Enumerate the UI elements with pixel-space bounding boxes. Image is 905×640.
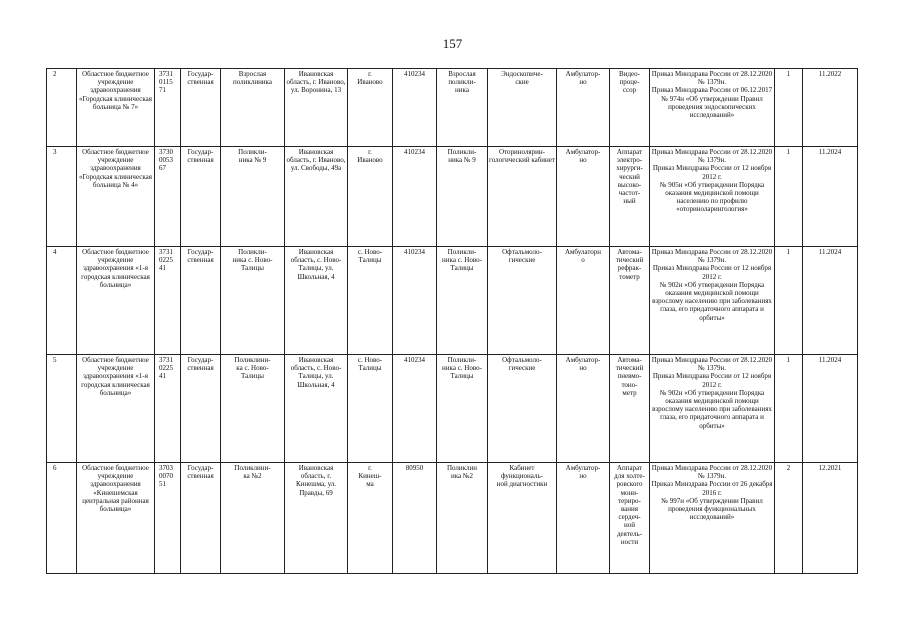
row-number: 4 <box>47 247 77 355</box>
care-mode: Амбулатор- но <box>557 463 610 574</box>
regulation: Приказ Минздрава России от 28.12.2020 № 1379н. Приказ Минздрава России от 26 декабря 2016 г. № 997н «Об утверждении Правил проведения функциональных исследований» <box>650 463 775 574</box>
delivery-date: 11.2024 <box>803 147 858 247</box>
locality-code: 80950 <box>393 463 437 574</box>
unit-name: Поликлини- ка №2 <box>221 463 285 574</box>
equipment: Аппарат для холте- ровского мони- териро- вания сердеч- ной деятель- ности <box>610 463 650 574</box>
unit-name: Поликлини- ка с. Ново- Талицы <box>221 355 285 463</box>
org-code: 3731 0225 41 <box>155 247 181 355</box>
ownership-form: Государ- ственная <box>181 69 221 147</box>
cabinet: Офтальмоло- гические <box>488 247 557 355</box>
cabinet: Оторинолярин- гологический кабинет <box>488 147 557 247</box>
delivery-date: 11.2024 <box>803 355 858 463</box>
unit-name: Взрослая поликлиника <box>221 69 285 147</box>
page-number: 157 <box>442 36 463 51</box>
delivery-date: 11.2024 <box>803 247 858 355</box>
department: Взрослая поликли- ника <box>437 69 488 147</box>
department: Поликли- ника с. Ново- Талицы <box>437 355 488 463</box>
equipment: Аппарат электро- хирурги- ческий высоко- частот- ный <box>610 147 650 247</box>
locality: с. Ново- Талицы <box>348 355 393 463</box>
table-row <box>47 247 858 355</box>
quantity: 1 <box>775 247 803 355</box>
table-row <box>47 147 858 247</box>
address: Ивановская область, г. Иваново, ул. Воронина, 13 <box>285 69 348 147</box>
cabinet: Офтальмоло- гические <box>488 355 557 463</box>
locality: г. Иваново <box>348 69 393 147</box>
care-mode: Амбулаторн о <box>557 247 610 355</box>
address: Ивановская область, г. Иваново, ул. Свободы, 49а <box>285 147 348 247</box>
locality-code: 410234 <box>393 147 437 247</box>
equipment: Видео- проце- ссор <box>610 69 650 147</box>
delivery-date: 11.2022 <box>803 69 858 147</box>
row-number: 3 <box>47 147 77 247</box>
equipment: Автома- тический рефрак- тометр <box>610 247 650 355</box>
organization: Областное бюджетное учреждение здравоохранения «Городская клиническая больница № 7» <box>77 69 155 147</box>
organization: Областное бюджетное учреждение здравоохранения «Кинешемская центральная районная больница» <box>77 463 155 574</box>
locality: г. Кинеш- ма <box>348 463 393 574</box>
org-code: 3731 0115 71 <box>155 69 181 147</box>
ownership-form: Государ- ственная <box>181 463 221 574</box>
table-row <box>47 355 858 463</box>
org-code: 3731 0225 41 <box>155 355 181 463</box>
locality-code: 410234 <box>393 247 437 355</box>
locality: с. Ново- Талицы <box>348 247 393 355</box>
cabinet: Кабинет функциональ- ной диагностики <box>488 463 557 574</box>
org-code: 3730 0053 67 <box>155 147 181 247</box>
regulation: Приказ Минздрава России от 28.12.2020 № 1379н. Приказ Минздрава России от 12 ноября 2012 г. № 902н «Об утверждении Порядка оказания медицинской помощи взрослому населению при заболеваниях глаза, его придаточного аппарата и орбиты» <box>650 355 775 463</box>
organization: Областное бюджетное учреждение здравоохранения «1-я городская клиническая больница» <box>77 247 155 355</box>
care-mode: Амбулатор- но <box>557 147 610 247</box>
row-number: 6 <box>47 463 77 574</box>
row-number: 2 <box>47 69 77 147</box>
unit-name: Поликли- ника № 9 <box>221 147 285 247</box>
equipment-table <box>46 68 858 574</box>
address: Ивановская область, с. Ново- Талицы, ул. Школьная, 4 <box>285 247 348 355</box>
regulation: Приказ Минздрава России от 28.12.2020 № 1379н. Приказ Минздрава России от 06.12.2017 № 974н «Об утверждении Правил проведения эндоскопических исследований» <box>650 69 775 147</box>
cabinet: Эндоскопиче- ские <box>488 69 557 147</box>
ownership-form: Государ- ственная <box>181 147 221 247</box>
quantity: 1 <box>775 69 803 147</box>
quantity: 2 <box>775 463 803 574</box>
quantity: 1 <box>775 355 803 463</box>
table-row <box>47 69 858 147</box>
department: Поликли- ника с. Ново- Талицы <box>437 247 488 355</box>
address: Ивановская область, с. Ново- Талицы, ул. Школьная, 4 <box>285 355 348 463</box>
care-mode: Амбулатор- но <box>557 355 610 463</box>
department: Поликли- ника № 9 <box>437 147 488 247</box>
ownership-form: Государ- ственная <box>181 355 221 463</box>
regulation: Приказ Минздрава России от 28.12.2020 № 1379н. Приказ Минздрава России от 12 ноября 2012 г. № 902н «Об утверждении Порядка оказания медицинской помощи взрослому населению при заболеваниях глаза, его придаточного аппарата и орбиты» <box>650 247 775 355</box>
unit-name: Поликли- ника с. Ново- Талицы <box>221 247 285 355</box>
table-row <box>47 463 858 574</box>
org-code: 3703 0070 51 <box>155 463 181 574</box>
locality: г. Иваново <box>348 147 393 247</box>
quantity: 1 <box>775 147 803 247</box>
care-mode: Амбулатор- но <box>557 69 610 147</box>
ownership-form: Государ- ственная <box>181 247 221 355</box>
address: Ивановская область, г. Кинешма, ул. Правды, 69 <box>285 463 348 574</box>
regulation: Приказ Минздрава России от 28.12.2020 № 1379н. Приказ Минздрава России от 12 ноября 2012 г. № 905н «Об утверждении Порядка оказания медицинской помощи населению по профилю «оториноларингология» <box>650 147 775 247</box>
delivery-date: 12.2021 <box>803 463 858 574</box>
organization: Областное бюджетное учреждение здравоохранения «Городская клиническая больница № 4» <box>77 147 155 247</box>
equipment: Автома- тический пневмо- тоно- метр <box>610 355 650 463</box>
row-number: 5 <box>47 355 77 463</box>
locality-code: 410234 <box>393 355 437 463</box>
department: Поликлин ика №2 <box>437 463 488 574</box>
locality-code: 410234 <box>393 69 437 147</box>
organization: Областное бюджетное учреждение здравоохранения «1-я городская клиническая больница» <box>77 355 155 463</box>
